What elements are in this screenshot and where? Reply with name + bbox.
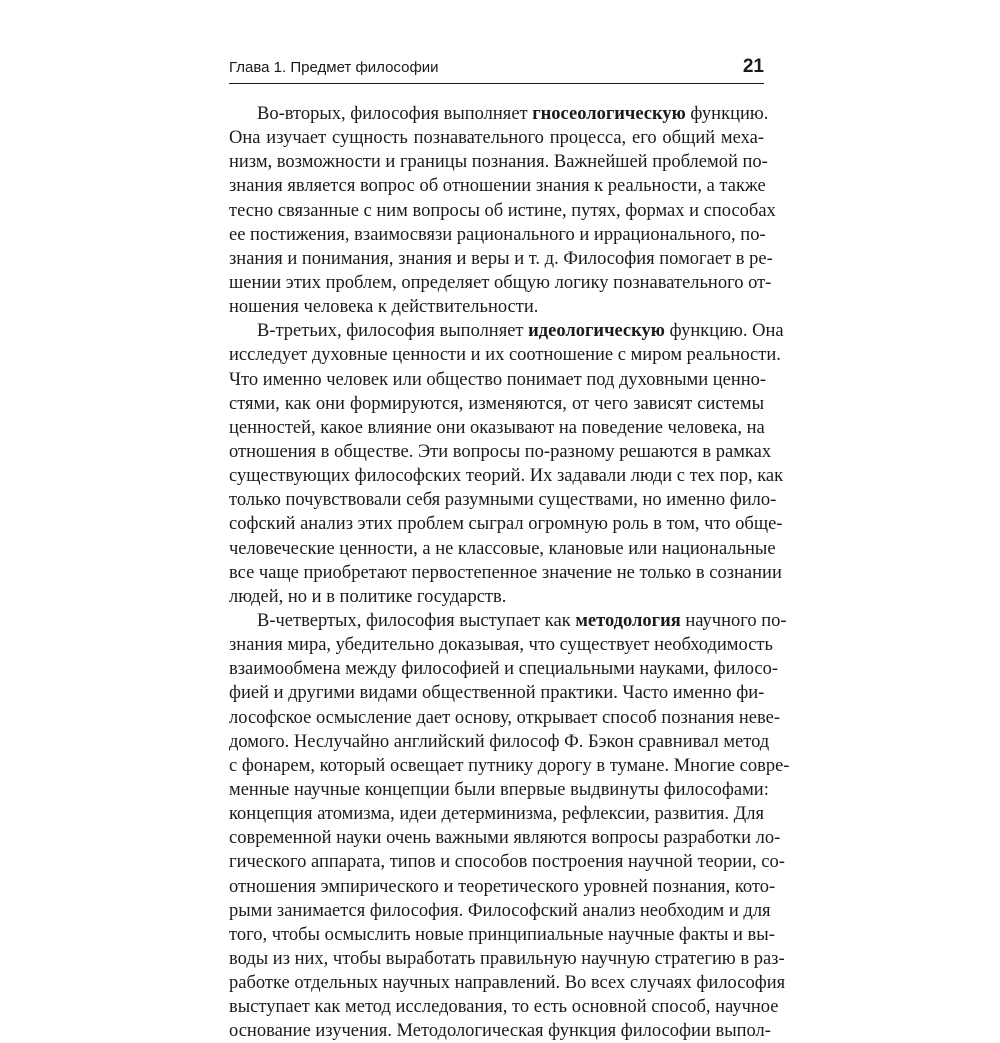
text-segment: гического аппарата, типов и способов построения научной теории, со-: [229, 852, 785, 873]
text-line: [229, 730, 770, 754]
paragraph: [229, 102, 776, 319]
text-line: [229, 657, 779, 681]
text-segment: только почувствовали себя разумными существами, но именно фило-: [229, 490, 777, 511]
text-segment: фией и другими видами общественной практики. Часто именно фи-: [229, 683, 765, 704]
text-segment: существующих философских теорий. Их задавали люди с тех пор, как: [229, 466, 784, 487]
text-line: [229, 537, 776, 561]
text-segment: все чаще приобретают первостепенное значение не только в сознании: [229, 562, 782, 583]
text-segment: выступает как метод исследования, то есть основной способ, научное: [229, 997, 779, 1018]
text-line: [229, 102, 769, 126]
text-segment: шении этих проблем, определяет общую логику познавательного от-: [229, 272, 772, 293]
text-segment: ношения человека к действительности.: [229, 297, 539, 318]
text-segment: работке отдельных научных направлений. Во всех случаях философия: [229, 973, 786, 994]
text-line: [229, 319, 784, 343]
text-line: [229, 850, 785, 874]
text-line: [229, 995, 779, 1019]
text-segment: В-четвертых, философия выступает как: [257, 610, 576, 631]
text-segment: менные научные концепции были впервые выдвинуты философами:: [229, 779, 769, 800]
text-segment: Что именно человек или общество понимает под духовными ценно-: [229, 369, 767, 390]
text-segment: ее постижения, взаимосвязи рационального и иррационального, по-: [229, 224, 766, 245]
text-line: [229, 126, 764, 150]
text-line: [229, 512, 783, 536]
text-segment: научного по-: [680, 610, 787, 631]
text-segment: В-третьих, философия выполняет: [257, 321, 529, 342]
text-segment: низм, возможности и границы познания. Важнейшей проблемой по-: [229, 152, 768, 173]
text-segment: Во-вторых, философия выполняет: [257, 104, 533, 124]
key-term: методология: [575, 610, 681, 631]
text-segment: домого. Неслучайно английский философ Ф. Бэкон сравнивал метод: [229, 731, 770, 752]
text-segment: исследует духовные ценности и их соотношение с миром реальности.: [229, 345, 781, 366]
text-segment: тесно связанные с ним вопросы об истине, путях, формах и способах: [229, 200, 776, 221]
key-term: идеологическую: [528, 321, 665, 342]
text-line: [229, 778, 769, 802]
text-line: [229, 947, 785, 971]
text-line: [229, 440, 772, 464]
text-line: [229, 681, 764, 705]
text-line: [229, 199, 776, 223]
page-number: 21: [742, 56, 764, 77]
text-line: [229, 923, 775, 947]
chapter-title: Глава 1. Предмет философии: [229, 59, 439, 76]
text-line: [229, 609, 787, 633]
key-term: гносеологическую: [532, 104, 686, 124]
text-segment: Она изучает сущность познавательного процесса, его общий меха-: [229, 128, 764, 149]
text-line: [229, 368, 767, 392]
text-segment: функцию.: [685, 104, 769, 124]
text-segment: отношения эмпирического и теоретического уровней познания, кото-: [229, 876, 776, 897]
paragraph: [229, 609, 790, 1043]
text-segment: знания и понимания, знания и веры и т. д. Философия помогает в ре-: [229, 248, 773, 269]
text-line: [229, 150, 768, 174]
text-line: [229, 343, 781, 367]
text-line: [229, 247, 773, 271]
text-segment: функцию. Она: [664, 321, 784, 342]
text-segment: лософское осмысление дает основу, открывает способ познания неве-: [229, 707, 780, 728]
text-segment: с фонарем, который освещает путнику дорогу в тумане. Многие совре-: [229, 755, 790, 776]
text-segment: концепция атомизма, идеи детерминизма, рефлексии, развития. Для: [229, 804, 764, 825]
text-segment: отношения в обществе. Эти вопросы по-разному решаются в рамках: [229, 441, 772, 462]
text-line: [229, 223, 764, 247]
text-line: [229, 899, 771, 923]
text-line: [229, 875, 776, 899]
body-text: [229, 102, 790, 1043]
text-line: [229, 633, 773, 657]
text-line: [229, 295, 764, 319]
text-segment: знания является вопрос об отношении знания к реальности, а также: [229, 176, 766, 197]
text-line: [229, 174, 764, 198]
text-line: [229, 1019, 771, 1043]
text-line: [229, 826, 781, 850]
text-segment: софский анализ этих проблем сыграл огромную роль в том, что обще-: [229, 514, 783, 535]
text-segment: ценностей, какое влияние они оказывают на поведение человека, на: [229, 417, 765, 438]
paragraph: [229, 319, 784, 609]
text-line: [229, 585, 764, 609]
text-line: [229, 706, 780, 730]
text-line: [229, 802, 764, 826]
text-line: [229, 561, 782, 585]
text-segment: людей, но и в политике государств.: [229, 586, 507, 607]
text-segment: человеческие ценности, а не классовые, клановые или национальные: [229, 538, 776, 559]
text-line: [229, 416, 764, 440]
text-segment: того, чтобы осмыслить новые принципиальные научные факты и вы-: [229, 924, 775, 945]
text-segment: воды из них, чтобы выработать правильную научную стратегию в раз-: [229, 948, 785, 969]
text-segment: взаимообмена между философией и специальными науками, филосо-: [229, 659, 779, 680]
text-segment: знания мира, убедительно доказывая, что существует необходимость: [229, 635, 773, 656]
text-line: [229, 488, 777, 512]
running-header: [229, 57, 764, 84]
text-line: [229, 392, 764, 416]
text-segment: основание изучения. Методологическая функция философии выпол-: [229, 1021, 771, 1042]
text-line: [229, 271, 772, 295]
text-line: [229, 754, 790, 778]
text-segment: рыми занимается философия. Философский анализ необходим и для: [229, 900, 771, 921]
text-line: [229, 464, 784, 488]
text-segment: современной науки очень важными являются вопросы разработки ло-: [229, 828, 781, 849]
text-segment: стями, как они формируются, изменяются, от чего зависят системы: [229, 393, 764, 414]
text-line: [229, 971, 786, 995]
